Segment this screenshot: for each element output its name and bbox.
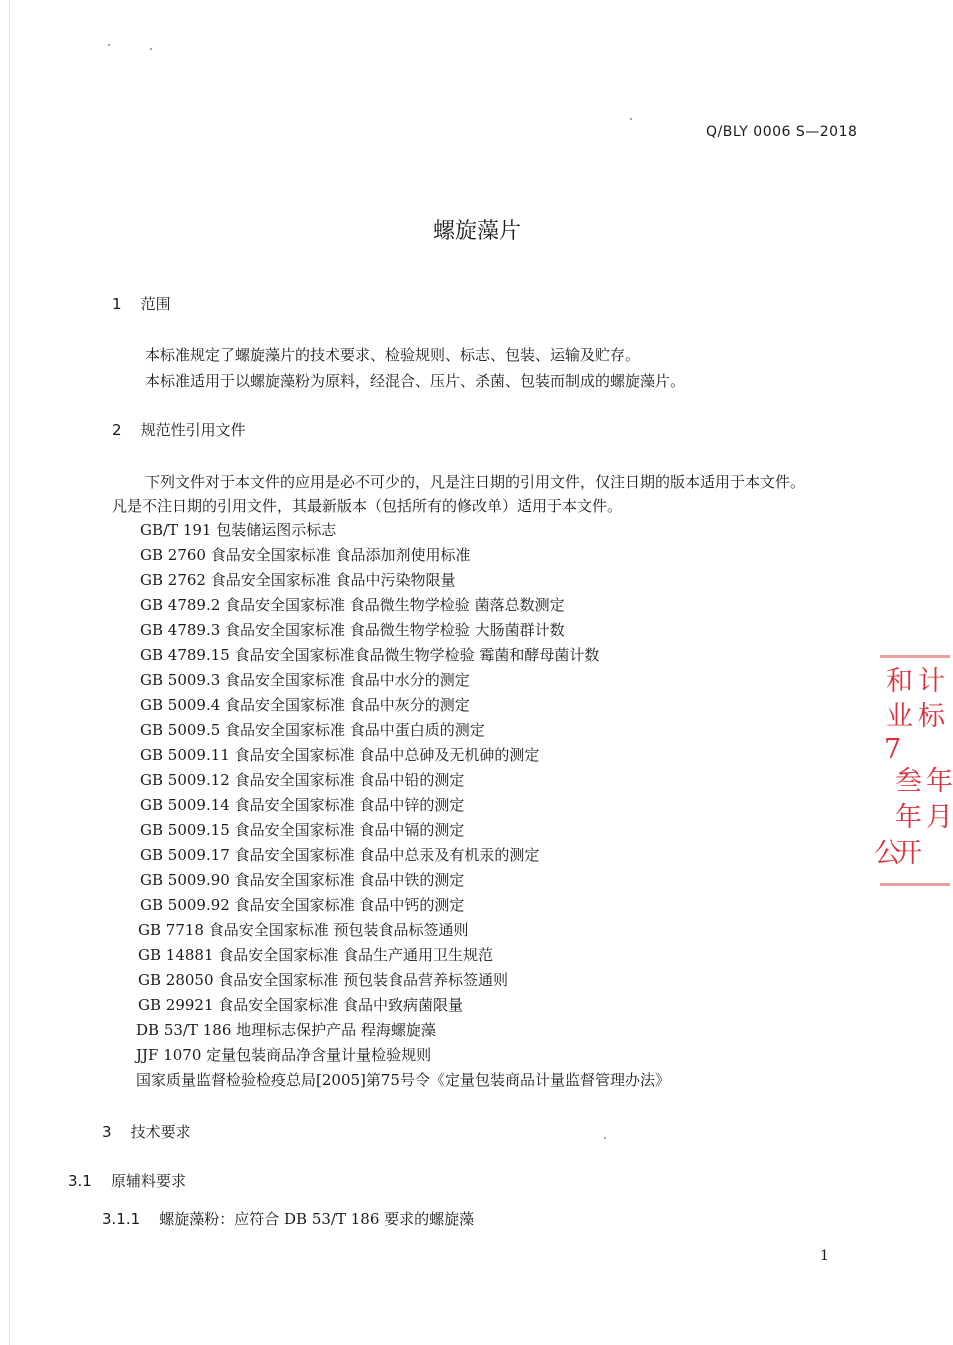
reference-item: GB 5009.12 食品安全国家标准 食品中铅的测定: [140, 771, 465, 789]
subsection-title: 原辅料要求: [110, 1172, 186, 1190]
reference-item: GB 5009.5 食品安全国家标准 食品中蛋白质的测定: [140, 721, 485, 739]
scan-speck: [630, 118, 632, 120]
document-title: 螺旋藻片: [433, 219, 522, 244]
reference-item: GB 5009.4 食品安全国家标准 食品中灰分的测定: [140, 696, 470, 714]
reference-item: GB 4789.3 食品安全国家标准 食品微生物学检验 大肠菌群计数: [140, 621, 565, 639]
paragraph: 本标准适用于以螺旋藻粉为原料，经混合、压片、杀菌、包装而制成的螺旋藻片。: [145, 372, 686, 390]
section-number: 3: [102, 1123, 112, 1141]
reference-item: GB 4789.15 食品安全国家标准食品微生物学检验 霉菌和酵母菌计数: [140, 646, 600, 664]
reference-item: GB 5009.15 食品安全国家标准 食品中镉的测定: [140, 821, 465, 839]
reference-item: GB 2760 食品安全国家标准 食品添加剂使用标准: [140, 546, 471, 564]
reference-item: JJF 1070 定量包装商品净含量计量检验规则: [136, 1046, 432, 1064]
section-title: 规范性引用文件: [140, 421, 246, 439]
reference-item: GB 2762 食品安全国家标准 食品中污染物限量: [140, 571, 456, 589]
subsection-number: 3.1: [68, 1172, 92, 1190]
standard-code: Q/BLY 0006 S—2018: [706, 124, 858, 140]
section-number: 2: [112, 421, 122, 439]
paragraph: 本标准规定了螺旋藻片的技术要求、检验规则、标志、包装、运输及贮存。: [145, 346, 641, 364]
reference-item: GB 5009.3 食品安全国家标准 食品中水分的测定: [140, 671, 470, 689]
scan-speck: [108, 44, 110, 46]
reference-item: GB 29921 食品安全国家标准 食品中致病菌限量: [138, 996, 464, 1014]
section-1-heading: [112, 293, 171, 314]
paragraph: 凡是不注日期的引用文件，其最新版本（包括所有的修改单）适用于本文件。: [112, 497, 623, 515]
section-2-heading: [112, 419, 246, 440]
subsection-text: 螺旋藻粉：应符合 DB 53/T 186 要求的螺旋藻: [159, 1210, 475, 1228]
reference-item: DB 53/T 186 地理标志保护产品 程海螺旋藻: [136, 1021, 436, 1039]
reference-item: GB 4789.2 食品安全国家标准 食品微生物学检验 菌落总数测定: [140, 596, 565, 614]
section-title: 范围: [140, 295, 171, 313]
scan-speck: [604, 1137, 606, 1139]
section-number: 1: [112, 295, 122, 313]
reference-item: GB 5009.14 食品安全国家标准 食品中锌的测定: [140, 796, 465, 814]
reference-item: GB 5009.17 食品安全国家标准 食品中总汞及有机汞的测定: [140, 846, 540, 864]
page-number: 1: [820, 1248, 829, 1264]
reference-item: GB 5009.90 食品安全国家标准 食品中铁的测定: [140, 871, 465, 889]
reference-item: GB 28050 食品安全国家标准 预包装食品营养标签通则: [138, 971, 509, 989]
reference-item: GB 5009.92 食品安全国家标准 食品中钙的测定: [140, 896, 465, 914]
scan-speck: [150, 48, 152, 50]
subsection-3-1-heading: [68, 1170, 186, 1191]
paragraph: 下列文件对于本文件的应用是必不可少的，凡是注日期的引用文件，仅注日期的版本适用于本文件。: [145, 473, 806, 491]
scan-edge-line: [9, 0, 10, 1345]
reference-item: GB 7718 食品安全国家标准 预包装食品标签通则: [138, 921, 469, 939]
section-title: 技术要求: [130, 1123, 191, 1141]
reference-item: 国家质量监督检验检疫总局[2005]第75号令《定量包装商品计量监督管理办法》: [136, 1071, 670, 1089]
reference-item: GB 14881 食品安全国家标准 食品生产通用卫生规范: [138, 946, 494, 964]
subsection-3-1-1: [102, 1208, 474, 1229]
reference-item: GB 5009.11 食品安全国家标准 食品中总砷及无机砷的测定: [140, 746, 540, 764]
section-3-heading: [102, 1121, 191, 1142]
red-seal-stamp: 和 计 业 标 7 叁 年 年 月 公 开: [880, 655, 950, 886]
subsection-number: 3.1.1: [102, 1210, 141, 1228]
reference-item: GB/T 191 包装储运图示标志: [140, 521, 337, 539]
